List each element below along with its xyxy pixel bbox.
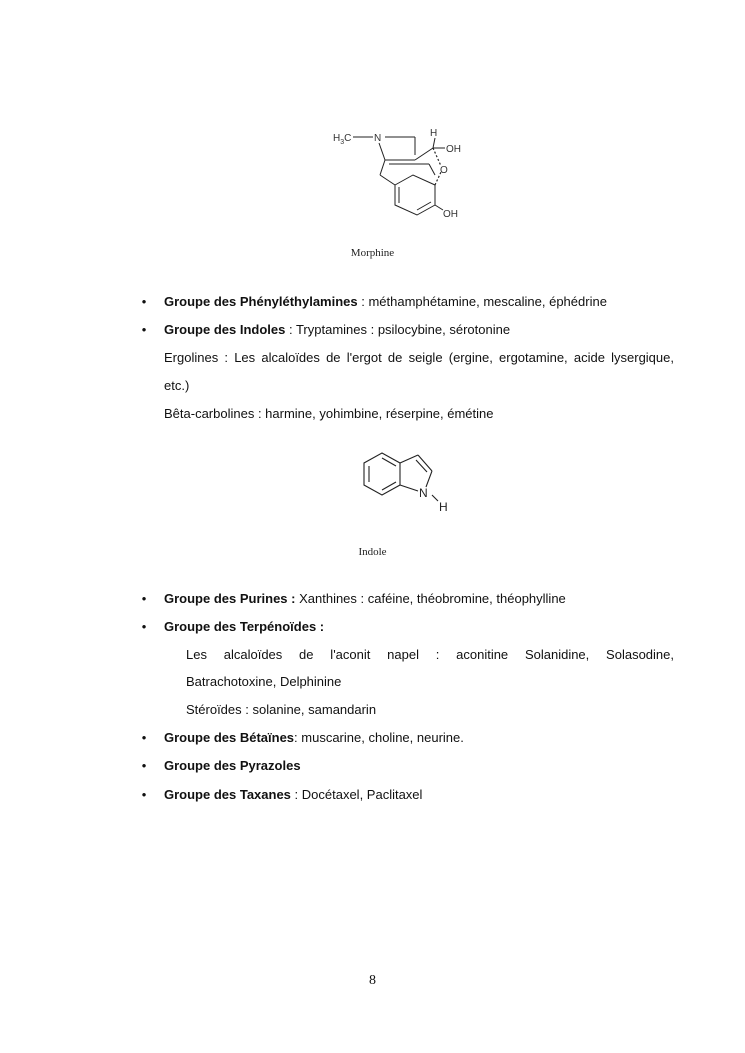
h3c-tail: C (344, 133, 352, 144)
item-heading: Groupe des Terpénoïdes : (164, 619, 325, 634)
morphine-caption: Morphine (350, 247, 395, 259)
betacarbolines-line: Bêta-carbolines : harmine, yohimbine, réserpine, émétine (164, 406, 494, 421)
morphine-n-label: N (374, 133, 382, 144)
indole-h-label: H (439, 500, 448, 514)
indole-n-label: N (419, 486, 428, 500)
list-item-betaines (164, 730, 464, 746)
indole-structure (360, 445, 460, 517)
morphine-h-label: H (430, 128, 438, 139)
list-item-taxanes (164, 787, 422, 803)
indole-caption: Indole (358, 546, 387, 558)
aconit-line-2: Batrachotoxine, Delphinine (186, 674, 342, 689)
item-text: Xanthines : caféine, théobromine, théophylline (295, 591, 566, 606)
item-heading: Groupe des Taxanes (164, 787, 291, 802)
list-item-terpenoides (164, 619, 324, 635)
bullet-icon: • (141, 294, 147, 309)
list-item-phenylethylamines (164, 294, 607, 310)
bullet-icon: • (141, 730, 147, 745)
h3c-label: H (333, 133, 341, 144)
item-heading: Groupe des Phényléthylamines (164, 294, 358, 309)
morphine-structure (325, 120, 475, 230)
svg-text:H3C (333, 133, 351, 146)
page-number: 8 (369, 973, 376, 988)
item-text: : muscarine, choline, neurine. (294, 730, 464, 745)
aconit-line-1: Les alcaloïdes de l'aconit napel : aconitine Solanidine, Solasodine, (186, 647, 674, 662)
list-item-pyrazoles (164, 758, 301, 774)
bullet-icon: • (141, 787, 147, 802)
item-heading: Groupe des Indoles (164, 322, 286, 337)
list-item-indoles (164, 322, 510, 338)
item-heading: Groupe des Purines : (164, 591, 296, 606)
bullet-icon: • (141, 591, 147, 606)
item-text: : Docétaxel, Paclitaxel (290, 787, 423, 802)
ergolines-line-2: etc.) (164, 378, 190, 393)
morphine-oh-top-label: OH (446, 144, 461, 155)
ergolines-line-1: Ergolines : Les alcaloïdes de l'ergot de seigle (ergine, ergotamine, acide lysergique, (164, 350, 674, 365)
item-text: : Tryptamines : psilocybine, sérotonine (285, 322, 511, 337)
steroides-line: Stéroïdes : solanine, samandarin (186, 702, 377, 717)
morphine-oh-bottom-label: OH (443, 209, 458, 220)
morphine-o-label: O (440, 165, 448, 176)
bullet-icon: • (141, 619, 147, 634)
item-text: : méthamphétamine, mescaline, éphédrine (357, 294, 607, 309)
item-heading: Groupe des Pyrazoles (164, 758, 301, 773)
list-item-purines (164, 591, 566, 607)
bullet-icon: • (141, 322, 147, 337)
h3c-subscript: 3 (340, 139, 345, 146)
item-heading: Groupe des Bétaïnes (164, 730, 295, 745)
bullet-icon: • (141, 758, 147, 773)
